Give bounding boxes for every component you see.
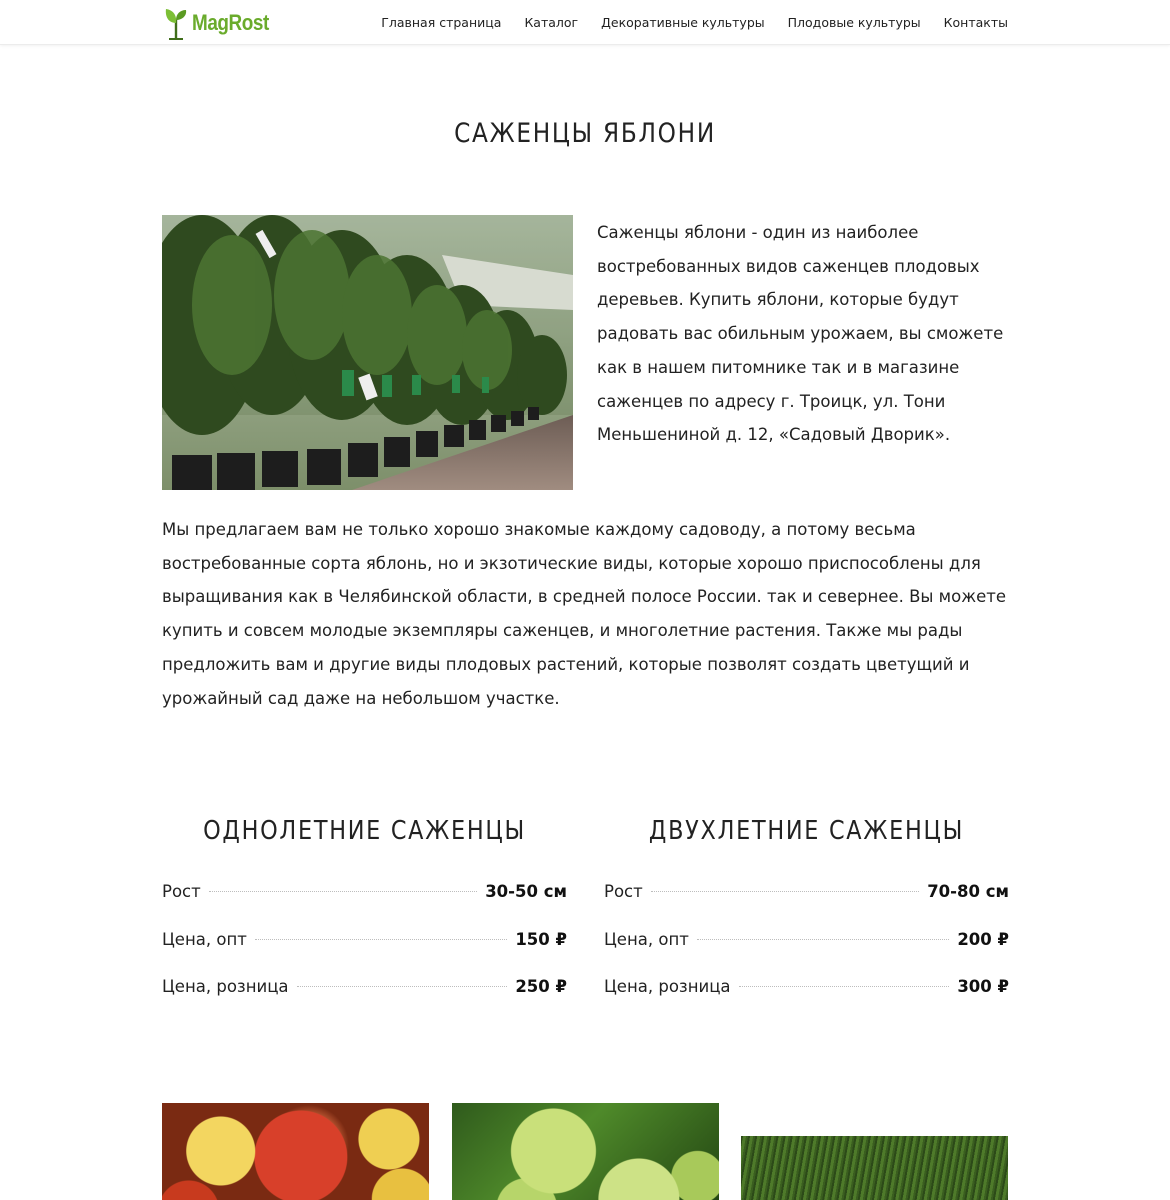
logo-text: MagRost xyxy=(192,10,269,35)
price-row-value: 70-80 см xyxy=(927,882,1009,901)
dotted-leader xyxy=(739,986,950,987)
price-row-value: 200 ₽ xyxy=(957,930,1009,949)
price-block-title: ОДНОЛЕТНИЕ САЖЕНЦЫ xyxy=(203,816,526,846)
body-paragraph: Мы предлагаем вам не только хорошо знакомые каждому садоводу, а потому весьма востребованные сорта яблонь, но и экзотические виды, которые хорошо приспособлены для выращивания как в Челябинской области, в средней полосе России. так и севернее. Вы можете купить и совсем молодые экземпляры саженцев, и многолетние растения. Также мы рады предложить вам и другие виды плодовых растений, которые позволят создать цветущий и урожайный сад даже на небольшом участке. xyxy=(162,520,1006,708)
price-row-retail xyxy=(162,977,567,996)
price-row-height xyxy=(162,882,567,901)
dotted-leader xyxy=(209,891,477,892)
price-row-label: Цена, опт xyxy=(162,930,247,949)
dotted-leader xyxy=(697,939,949,940)
intro-paragraph: Саженцы яблони - один из наиболее востребованных видов саженцев плодовых деревьев. Купить яблони, которые будут радовать вас обильным урожаем, вы сможете как в нашем питомнике так и в магазине саженцев по адресу г. Троицк, ул. Тони Меньшениной д. 12, «Садовый Дворик». xyxy=(597,223,1004,445)
price-row-value: 30-50 см xyxy=(485,882,567,901)
main-nav xyxy=(381,0,1008,45)
price-row-label: Цена, опт xyxy=(604,930,689,949)
price-row-label: Цена, розница xyxy=(162,977,289,996)
price-row-retail xyxy=(604,977,1009,996)
gallery-photo-apple-on-grass[interactable] xyxy=(741,1136,1008,1200)
dotted-leader xyxy=(651,891,919,892)
price-block-two-year xyxy=(604,812,1009,996)
price-block-one-year xyxy=(162,812,567,996)
price-block-title: ДВУХЛЕТНИЕ САЖЕНЦЫ xyxy=(648,816,965,846)
price-row-wholesale xyxy=(604,930,1009,949)
dotted-leader xyxy=(297,986,508,987)
nav-link-decorative[interactable]: Декоративные культуры xyxy=(601,15,765,30)
price-row-wholesale xyxy=(162,930,567,949)
price-row-value: 250 ₽ xyxy=(515,977,567,996)
price-row-label: Рост xyxy=(162,882,201,901)
site-logo[interactable] xyxy=(164,5,281,41)
price-row-height xyxy=(604,882,1009,901)
nav-link-contacts[interactable]: Контакты xyxy=(943,15,1008,30)
nav-link-catalog[interactable]: Каталог xyxy=(524,15,579,30)
price-row-label: Цена, розница xyxy=(604,977,731,996)
price-row-value: 150 ₽ xyxy=(515,930,567,949)
nursery-photo xyxy=(162,215,573,490)
page-title: САЖЕНЦЫ ЯБЛОНИ xyxy=(454,118,716,149)
price-row-value: 300 ₽ xyxy=(957,977,1009,996)
dotted-leader xyxy=(255,939,507,940)
price-row-label: Рост xyxy=(604,882,643,901)
gallery-photo-green-apples[interactable] xyxy=(452,1103,719,1200)
nav-link-home[interactable]: Главная страница xyxy=(381,15,502,30)
nav-link-fruit[interactable]: Плодовые культуры xyxy=(787,15,921,30)
sprout-logo-icon xyxy=(164,6,188,40)
gallery-photo-red-apples[interactable] xyxy=(162,1103,429,1200)
site-header xyxy=(0,0,1170,45)
